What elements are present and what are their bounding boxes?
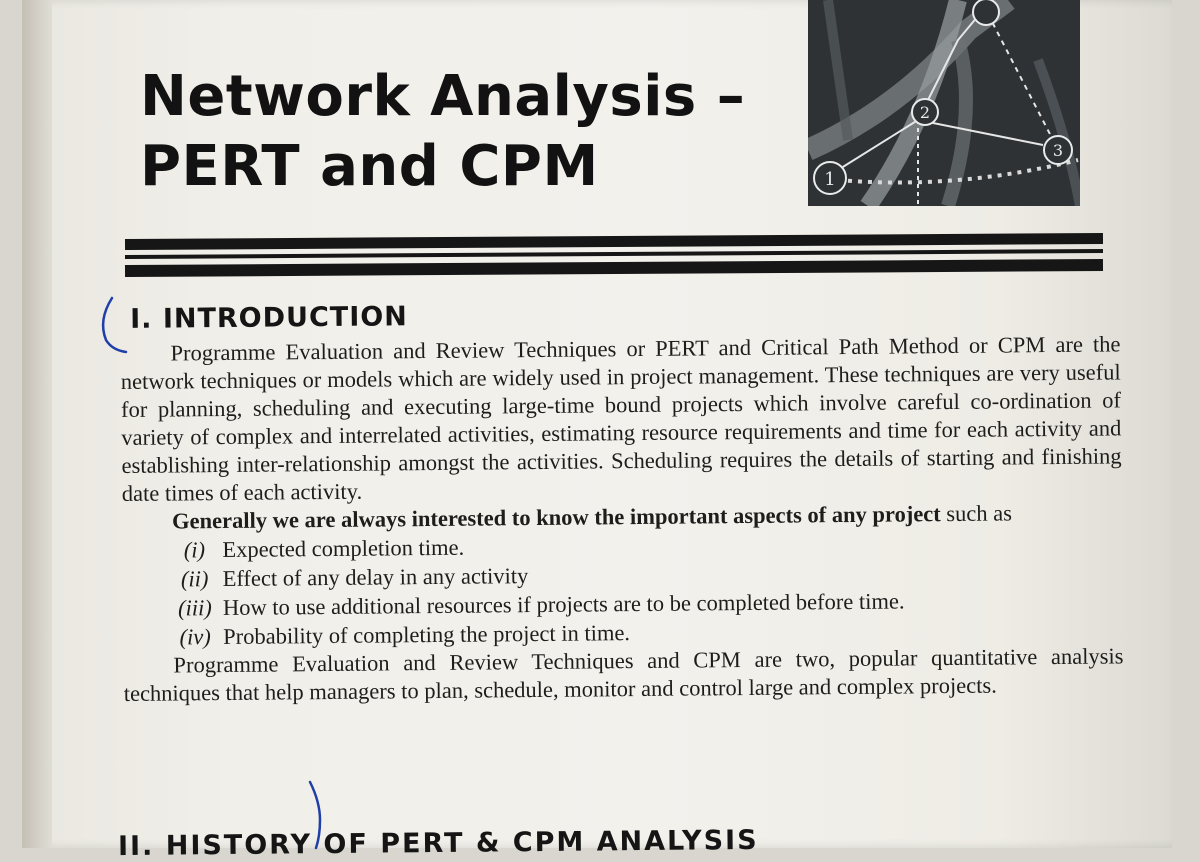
svg-text:2: 2 <box>919 103 931 122</box>
svg-text:1: 1 <box>824 169 836 190</box>
list-item-number: (ii) <box>180 566 209 592</box>
list-item-text: Effect of any delay in any activity <box>222 563 529 592</box>
node-2-icon <box>912 99 938 125</box>
aspects-lead-rest: such as <box>940 500 1013 527</box>
aspects-lead-bold: Generally we are always interested to know the important aspects of any project <box>171 501 941 534</box>
list-item-text: Probability of completing the project in time. <box>223 620 631 650</box>
section-heading-history: II. HISTORY OF PERT & CPM ANALYSIS <box>117 824 759 862</box>
chapter-title <box>140 62 745 202</box>
network-diagram-illustration <box>808 0 1080 206</box>
svg-text:3: 3 <box>1052 141 1064 160</box>
node-1-icon <box>814 162 846 194</box>
chapter-title-line-2: PERT and CPM <box>140 134 599 199</box>
chapter-title-line-1: Network Analysis – <box>140 64 746 129</box>
list-item-text: How to use additional resources if projects are to be completed before time. <box>222 588 905 621</box>
chapter-body <box>120 292 1124 708</box>
techniques-paragraph: Programme Evaluation and Review Techniques and CPM are two, popular quantitative analysis techniques that help managers to plan, schedule, monitor and control large and complex projects. <box>123 643 1124 706</box>
node-top-icon <box>973 0 999 25</box>
network-diagram-art <box>808 0 1080 206</box>
list-item-number: (i) <box>183 537 206 563</box>
list-item-text: Expected completion time. <box>222 534 465 563</box>
intro-paragraph: Programme Evaluation and Review Techniques or PERT and Critical Path Method or CPM are the network techniques or models which are widely used in project management. These techniques are very useful for planning, scheduling and executing large-time bound projects which involve careful co-ordination of variety of complex and interrelated activities, estimating resource requirements and time for each activity and establishing inter-relationship amongst the activities. Scheduling requires the details of starting and finishing date times of each activity. <box>120 331 1122 506</box>
section-heading-introduction: I. INTRODUCTION <box>130 301 408 335</box>
list-item-number: (iv) <box>179 624 211 650</box>
node-3-icon <box>1044 136 1072 164</box>
list-item-number: (iii) <box>177 595 212 621</box>
page-binding-shadow <box>22 0 52 848</box>
aspects-list <box>122 526 1123 652</box>
